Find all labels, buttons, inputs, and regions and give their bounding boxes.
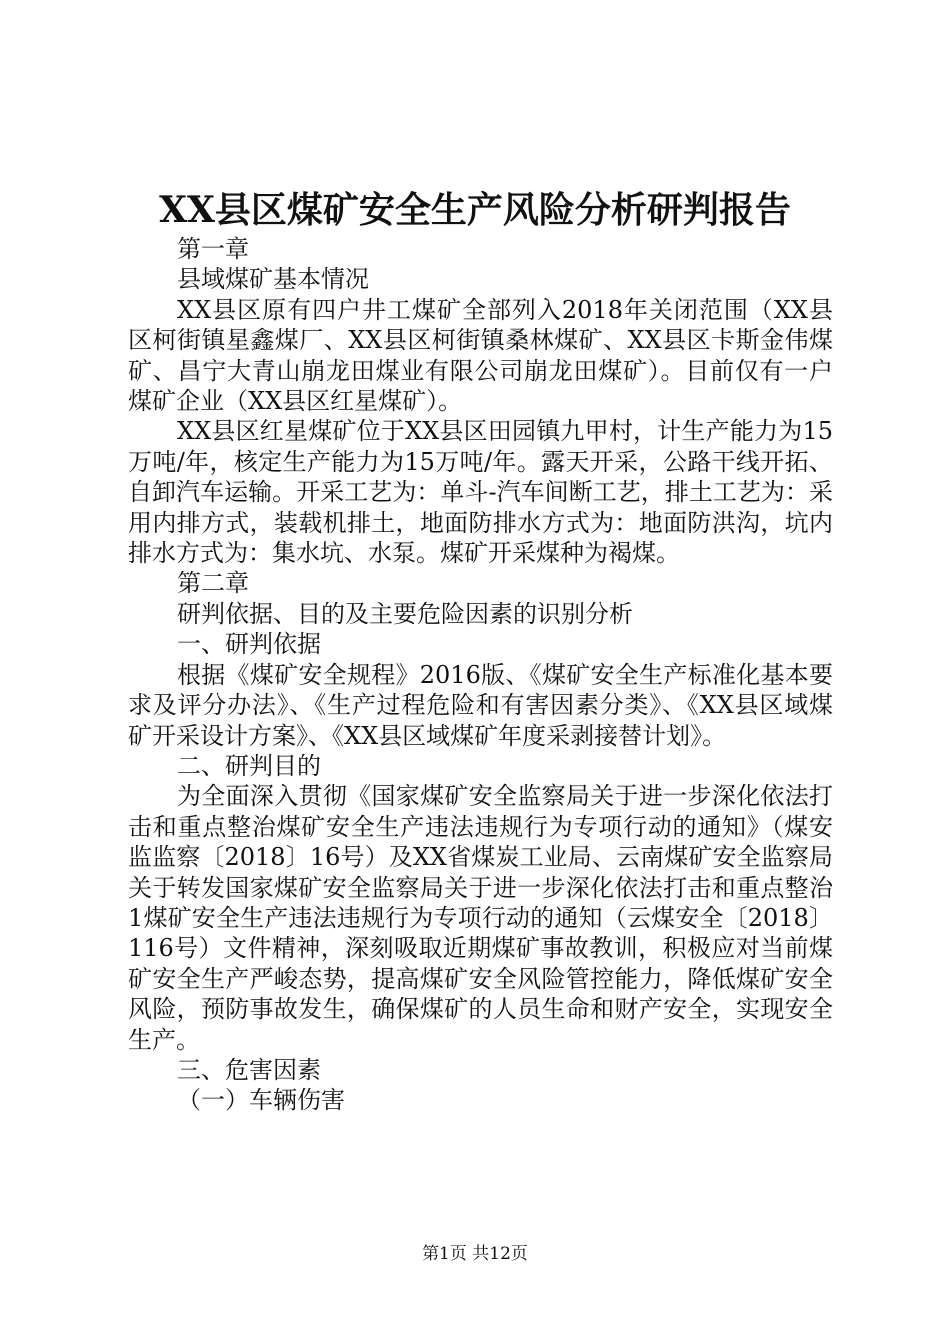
document-body — [128, 234, 833, 1116]
paragraph-mines-overview: XX县区原有四户井工煤矿全部列入2018年关闭范围（XX县区柯街镇星鑫煤厂、XX县区柯街镇桑林煤矿、XX县区卡斯金伟煤矿、昌宁大青山崩龙田煤业有限公司崩龙田煤矿）。目前仅有一户煤矿企业（XX县区红星煤矿）。 — [128, 295, 833, 416]
section-purpose-heading: 二、研判目的 — [177, 751, 321, 780]
chapter-2-title: 研判依据、目的及主要危险因素的识别分析 — [177, 599, 633, 628]
section-basis-heading: 一、研判依据 — [177, 630, 321, 659]
document-title: XX县区煤矿安全生产风险分析研判报告 — [159, 189, 791, 231]
chapter-1-heading: 第一章 — [177, 235, 249, 263]
section-hazards-heading: 三、危害因素 — [177, 1055, 321, 1084]
subsection-vehicle-injury: （一）车辆伤害 — [177, 1086, 345, 1115]
paragraph-purpose: 为全面深入贯彻《国家煤矿安全监察局关于进一步深化依法打击和重点整治煤矿安全生产违法违规行为专项行动的通知》（煤安监监察〔2018〕16号）及XX省煤炭工业局、云南煤矿安全监察局关于转发国家煤矿安全监察局关于进一步深化依法打击和重点整治1煤矿安全生产违法违规行为专项行动的通知（云煤安全〔2018〕116号）文件精神，深刻吸取近期煤矿事故教训，积极应对当前煤矿安全生产严峻态势，提高煤矿安全风险管控能力，降低煤矿安全风险，预防事故发生，确保煤矿的人员生命和财产安全，实现安全生产。 — [128, 782, 833, 1054]
chapter-1-title: 县域煤矿基本情况 — [177, 265, 369, 294]
page-footer: 第1页 共12页 — [422, 1244, 528, 1264]
chapter-2-heading: 第二章 — [177, 569, 249, 598]
paragraph-basis: 根据《煤矿安全规程》2016版、《煤矿安全生产标准化基本要求及评分办法》、《生产过程危险和有害因素分类》、《XX县区域煤矿开采设计方案》、《XX县区域煤矿年度采剥接替计划》。 — [128, 660, 833, 750]
paragraph-hongxing-mine: XX县区红星煤矿位于XX县区田园镇九甲村，计生产能力为15万吨/年，核定生产能力为15万吨/年。露天开采，公路干线开拓、自卸汽车运输。开采工艺为：单斗-汽车间断工艺，排土工艺为：采用内排方式，装载机排土，地面防排水方式为：地面防洪沟，坑内排水方式为：集水坑、水泵。煤矿开采煤种为褐煤。 — [128, 417, 833, 568]
